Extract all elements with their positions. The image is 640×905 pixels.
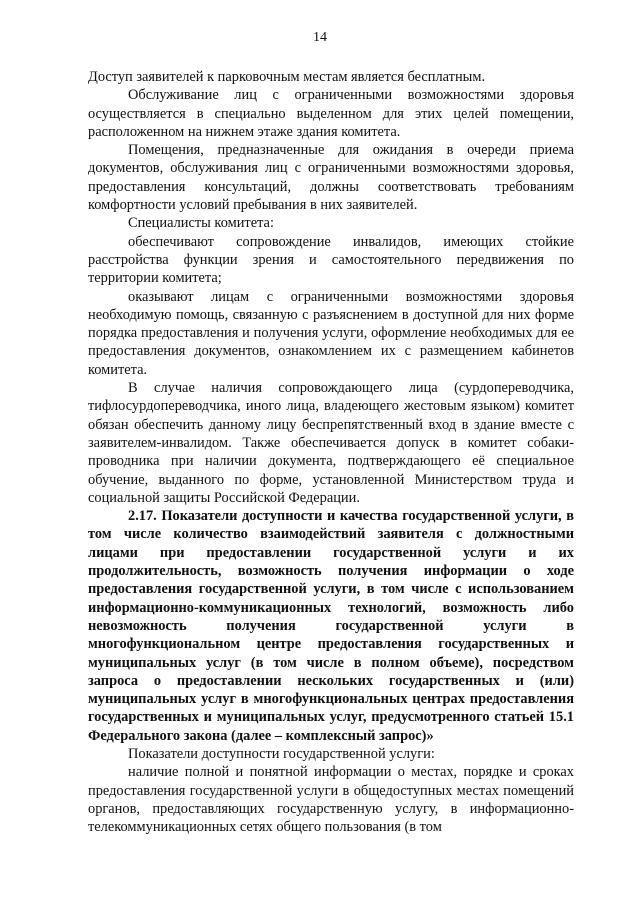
paragraph-specialists-heading: Специалисты комитета: (128, 215, 274, 232)
paragraph-escort-duty: обеспечивают сопровождение инвалидов, имеющих стойкие расстройства функции зрения и самостоятельного передвижения по территории комитета; (88, 233, 574, 287)
page-number: 14 (313, 30, 327, 45)
paragraph-accessibility-indicators: Показатели доступности государственной услуги: (128, 745, 435, 762)
paragraph-assistance-duty: оказывают лицам с ограниченными возможностями здоровья необходимую помощь, связанную с разъяснением в доступной для них форме порядка предоставления и получения услуги, оформление необходимых для ее предоставления документов, ознакомлением их с размещением кабинетов комитета. (88, 288, 574, 378)
section-heading-2-17: 2.17. Показатели доступности и качества государственной услуги, в том числе количество взаимодействий заявителя с должностными лицами при предоставлении государственной услуги и их продолжительность, возможность получения информации о ходе предоставления государственной услуги, в том числе с использованием информационно-коммуникационных технологий, возможность либо невозможность получения государственной услуги в многофункциональном центре предоставления государственных и муниципальных услуг (в том числе в полном объеме), посредством запроса о предоставлении нескольких государственных и (или) муниципальных услуг в многофункциональных центрах предоставления государственных и муниципальных услуг, предусмотренного статьей 15.1 Федерального закона (далее – комплексный запрос)» (88, 508, 574, 744)
paragraph-accompanying-person: В случае наличия сопровождающего лица (сурдопереводчика, тифлосурдопереводчика, иного лица, владеющего жестовым языком) комитет обязан обеспечить данному лицу беспрепятственный вход в здание вместе с заявителем-инвалидом. Также обеспечивается допуск в комитет собаки-проводника при наличии документа, подтверждающего её специальное обучение, выданного по форме, установленной Министерством труда и социальной защиты Российской Федерации. (88, 380, 574, 506)
paragraph-information-availability: наличие полной и понятной информации о местах, порядке и сроках предоставления государственной услуги в общедоступных местах помещений органов, предоставляющих государственную услугу, в информационно-телекоммуникационных сетях общего пользования (в том (88, 764, 574, 836)
document-body (88, 68, 574, 836)
paragraph-parking-access: Доступ заявителей к парковочным местам является бесплатным. (88, 69, 486, 85)
paragraph-waiting-rooms: Помещения, предназначенные для ожидания в очереди приема документов, обслуживания лиц с ограниченными возможностями здоровья, предоставления консультаций, должны соответствовать требованиям комфортности условий пребывания в них заявителей. (88, 142, 574, 214)
paragraph-service-disabled: Обслуживание лиц с ограниченными возможностями здоровья осуществляется в специально выделенном для этих целей помещении, расположенном на нижнем этаже здания комитета. (88, 87, 574, 140)
